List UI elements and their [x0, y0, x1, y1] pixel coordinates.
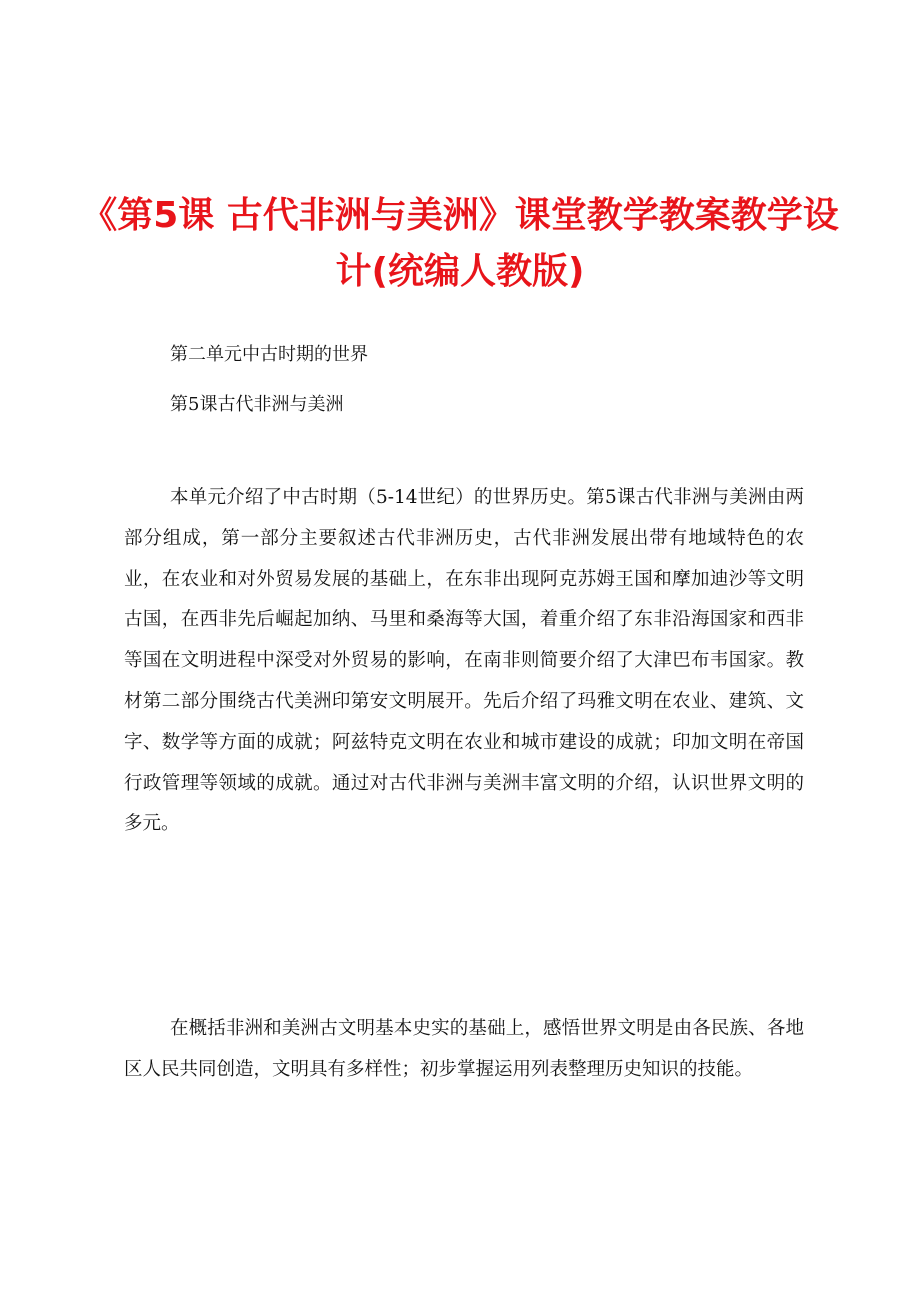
- lesson-heading: 第5课古代非洲与美洲: [170, 394, 344, 415]
- unit-heading: 第二单元中古时期的世界: [170, 344, 368, 365]
- document-title: 《第5课 古代非洲与美洲》课堂教学教案教学设计(统编人教版): [81, 195, 839, 292]
- objective-paragraph: 在概括非洲和美洲古文明基本史实的基础上，感悟世界文明是由各民族、各地区人民共同创造，文明具有多样性；初步掌握运用列表整理历史知识的技能。: [124, 1018, 804, 1080]
- intro-paragraph: 本单元介绍了中古时期（5-14世纪）的世界历史。第5课古代非洲与美洲由两部分组成，第一部分主要叙述古代非洲历史，古代非洲发展出带有地域特色的农业，在农业和对外贸易发展的基础上，在东非出现阿克苏姆王国和摩加迪沙等文明古国，在西非先后崛起加纳、马里和桑海等大国，着重介绍了东非沿海国家和西非等国在文明进程中深受对外贸易的影响，在南非则简要介绍了大津巴布韦国家。教材第二部分围绕古代美洲印第安文明展开。先后介绍了玛雅文明在农业、建筑、文字、数学等方面的成就；阿兹特克文明在农业和城市建设的成就；印加文明在帝国行政管理等领域的成就。通过对古代非洲与美洲丰富文明的介绍，认识世界文明的多元。: [124, 487, 804, 835]
